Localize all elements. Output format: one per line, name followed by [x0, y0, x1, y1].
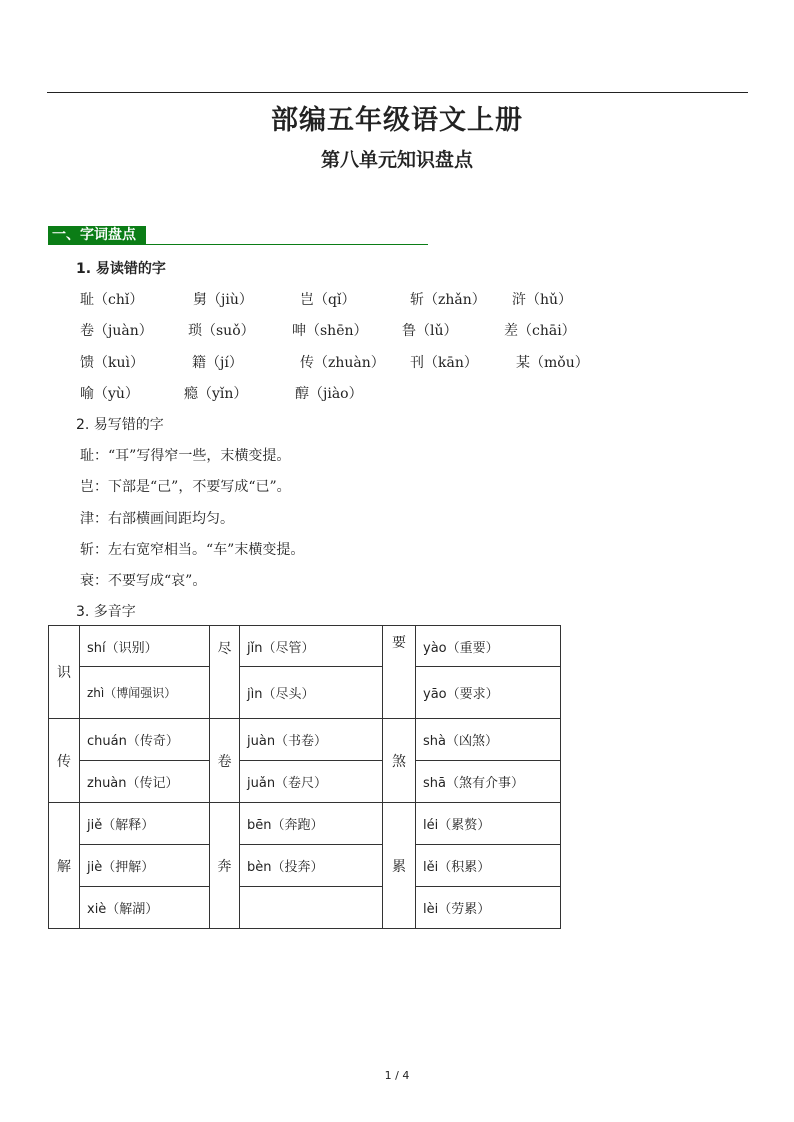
read-item: 卷（juàn）: [80, 323, 153, 339]
section-heading: 一、字词盘点: [48, 226, 146, 245]
table-row: [49, 626, 561, 667]
table-cell-text: zhì（博闻强识）: [87, 686, 177, 700]
table-cell: jiě（解释）: [80, 803, 210, 845]
read-item: 琐（suǒ）: [188, 323, 255, 339]
page-subtitle: 第八单元知识盘点: [320, 149, 473, 171]
table-cell: chuán（传奇）: [80, 719, 210, 761]
read-item: 喻（yù）: [80, 386, 139, 402]
table-cell: bēn（奔跑）: [240, 803, 383, 845]
table-cell: lèi（劳累）: [416, 887, 561, 929]
table-cell: [240, 887, 383, 929]
read-item: 差（chāi）: [504, 323, 576, 339]
read-item: 耻（chǐ）: [80, 292, 144, 308]
polyphone-table: [48, 625, 561, 929]
table-char-cell: 识: [49, 626, 80, 719]
read-item: 舅（jiù）: [193, 292, 253, 308]
table-row: [49, 803, 561, 845]
read-item: 鲁（lǔ）: [402, 323, 458, 339]
table-char-cell: 要: [383, 626, 416, 719]
table-cell: shà（凶煞）: [416, 719, 561, 761]
table-cell: yào（重要）: [416, 626, 561, 667]
table-row: [49, 761, 561, 803]
read-item: 岂（qǐ）: [300, 292, 356, 308]
subheading-easy-read: 1. 易读错的字: [76, 261, 166, 277]
read-item: 某（mǒu）: [516, 355, 589, 371]
table-cell: jǐn（尽管）: [240, 626, 383, 667]
write-note: 衰：不要写成“哀”。: [80, 573, 207, 589]
page-number: 1 / 4: [384, 1069, 410, 1082]
read-item: 醇（jiào）: [295, 386, 363, 402]
read-item: 呻（shēn）: [292, 323, 368, 339]
table-cell: bèn（投奔）: [240, 845, 383, 887]
read-item: 浒（hǔ）: [512, 292, 573, 308]
table-char-cell: 传: [49, 719, 80, 803]
table-row: [49, 719, 561, 761]
table-cell: [80, 667, 210, 719]
read-item: 传（zhuàn）: [300, 355, 385, 371]
write-note: 岂：下部是“己”，不要写成“已”。: [80, 479, 291, 495]
section-underline: [48, 244, 428, 245]
write-note: 耻：“耳”写得窄一些，末横变提。: [80, 448, 291, 464]
table-cell: léi（累赘）: [416, 803, 561, 845]
table-char-cell: 累: [383, 803, 416, 929]
table-cell: zhuàn（传记）: [80, 761, 210, 803]
read-item: 刊（kān）: [410, 355, 478, 371]
table-cell: lěi（积累）: [416, 845, 561, 887]
table-row: [49, 887, 561, 929]
top-rule: [47, 92, 748, 93]
table-row: [49, 667, 561, 719]
table-char-cell: 尽: [210, 626, 240, 719]
table-cell: jìn（尽头）: [240, 667, 383, 719]
table-char-cell: 奔: [210, 803, 240, 929]
read-item: 斩（zhǎn）: [410, 292, 486, 308]
read-item: 籍（jí）: [192, 355, 243, 371]
table-cell: jiè（押解）: [80, 845, 210, 887]
page-title: 部编五年级语文上册: [271, 105, 523, 136]
table-cell: xiè（解湖）: [80, 887, 210, 929]
subheading-polyphones: 3. 多音字: [76, 604, 136, 620]
table-cell: shí（识别）: [80, 626, 210, 667]
subheading-easy-write: 2. 易写错的字: [76, 417, 164, 433]
write-note: 津：右部横画间距均匀。: [80, 511, 234, 527]
table-cell: juǎn（卷尺）: [240, 761, 383, 803]
table-cell: juàn（书卷）: [240, 719, 383, 761]
table-char-cell: 煞: [383, 719, 416, 803]
table-char-cell: 解: [49, 803, 80, 929]
table-char-cell: 卷: [210, 719, 240, 803]
table-cell: shā（煞有介事）: [416, 761, 561, 803]
read-item: 瘾（yǐn）: [184, 386, 248, 402]
table-row: [49, 845, 561, 887]
table-cell: yāo（要求）: [416, 667, 561, 719]
write-note: 斩：左右宽窄相当。“车”末横变提。: [80, 542, 305, 558]
read-item: 馈（kuì）: [80, 355, 144, 371]
